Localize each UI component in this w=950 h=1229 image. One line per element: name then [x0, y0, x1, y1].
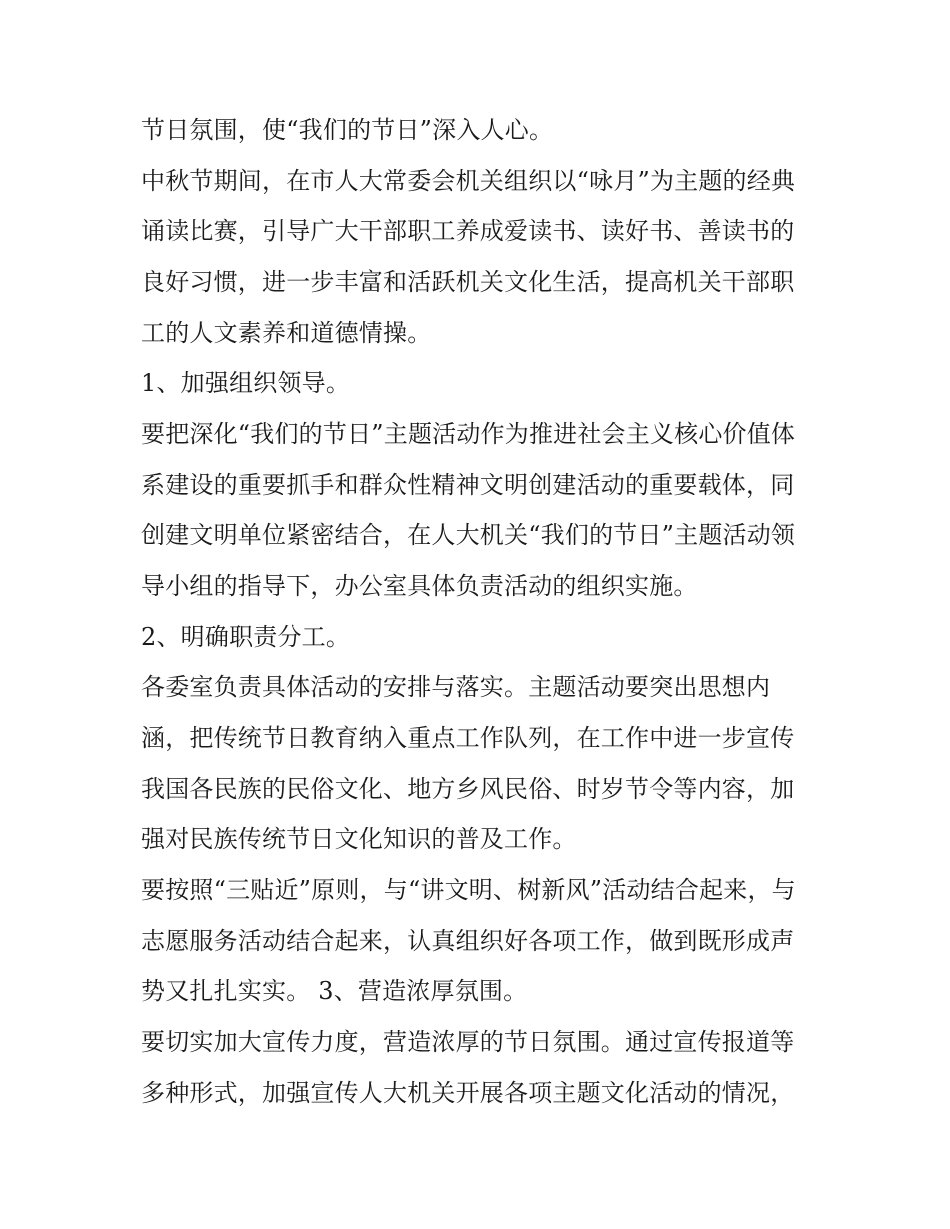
text-line: 创建文明单位紧密结合，在人大机关“我们的节日”主题活动领 — [141, 521, 796, 549]
text-line: 工的人文素养和道德情操。 — [141, 319, 432, 347]
text-line: 多种形式，加强宣传人大机关开展各项主题文化活动的情况， — [141, 1079, 795, 1107]
text-line: 节日氛围，使“我们的节日”深入人心。 — [141, 116, 554, 144]
text-line: 要把深化“我们的节日”主题活动作为推进社会主义核心价值体 — [141, 420, 796, 448]
text-line: 志愿服务活动结合起来，认真组织好各项工作，做到既形成声 — [141, 927, 795, 955]
text-line: 涵，把传统节日教育纳入重点工作队列，在工作中进一步宣传 — [141, 724, 795, 752]
text-line: 势又扎扎实实。 3、营造浓厚氛围。 — [141, 977, 528, 1005]
text-line: 诵读比赛，引导广大干部职工养成爱读书、读好书、善读书的 — [141, 217, 795, 245]
text-line: 我国各民族的民俗文化、地方乡风民俗、时岁节令等内容，加 — [141, 775, 795, 803]
text-line: 要切实加大宣传力度，营造浓厚的节日氛围。通过宣传报道等 — [141, 1028, 795, 1056]
text-line: 各委室负责具体活动的安排与落实。主题活动要突出思想内 — [141, 673, 771, 701]
section-heading: 1、加强组织领导。 — [141, 369, 351, 397]
text-line: 强对民族传统节日文化知识的普及工作。 — [141, 825, 577, 853]
section-heading: 2、明确职责分工。 — [141, 623, 351, 651]
text-line: 要按照“三贴近”原则，与“讲文明、树新风”活动结合起来，与 — [141, 876, 796, 904]
text-line: 导小组的指导下，办公室具体负责活动的组织实施。 — [141, 572, 698, 600]
text-line: 良好习惯，进一步丰富和活跃机关文化生活，提高机关干部职 — [141, 268, 795, 296]
text-line: 中秋节期间，在市人大常委会机关组织以“咏月”为主题的经典 — [141, 167, 796, 195]
text-line: 系建设的重要抓手和群众性精神文明创建活动的重要载体，同 — [141, 471, 795, 499]
